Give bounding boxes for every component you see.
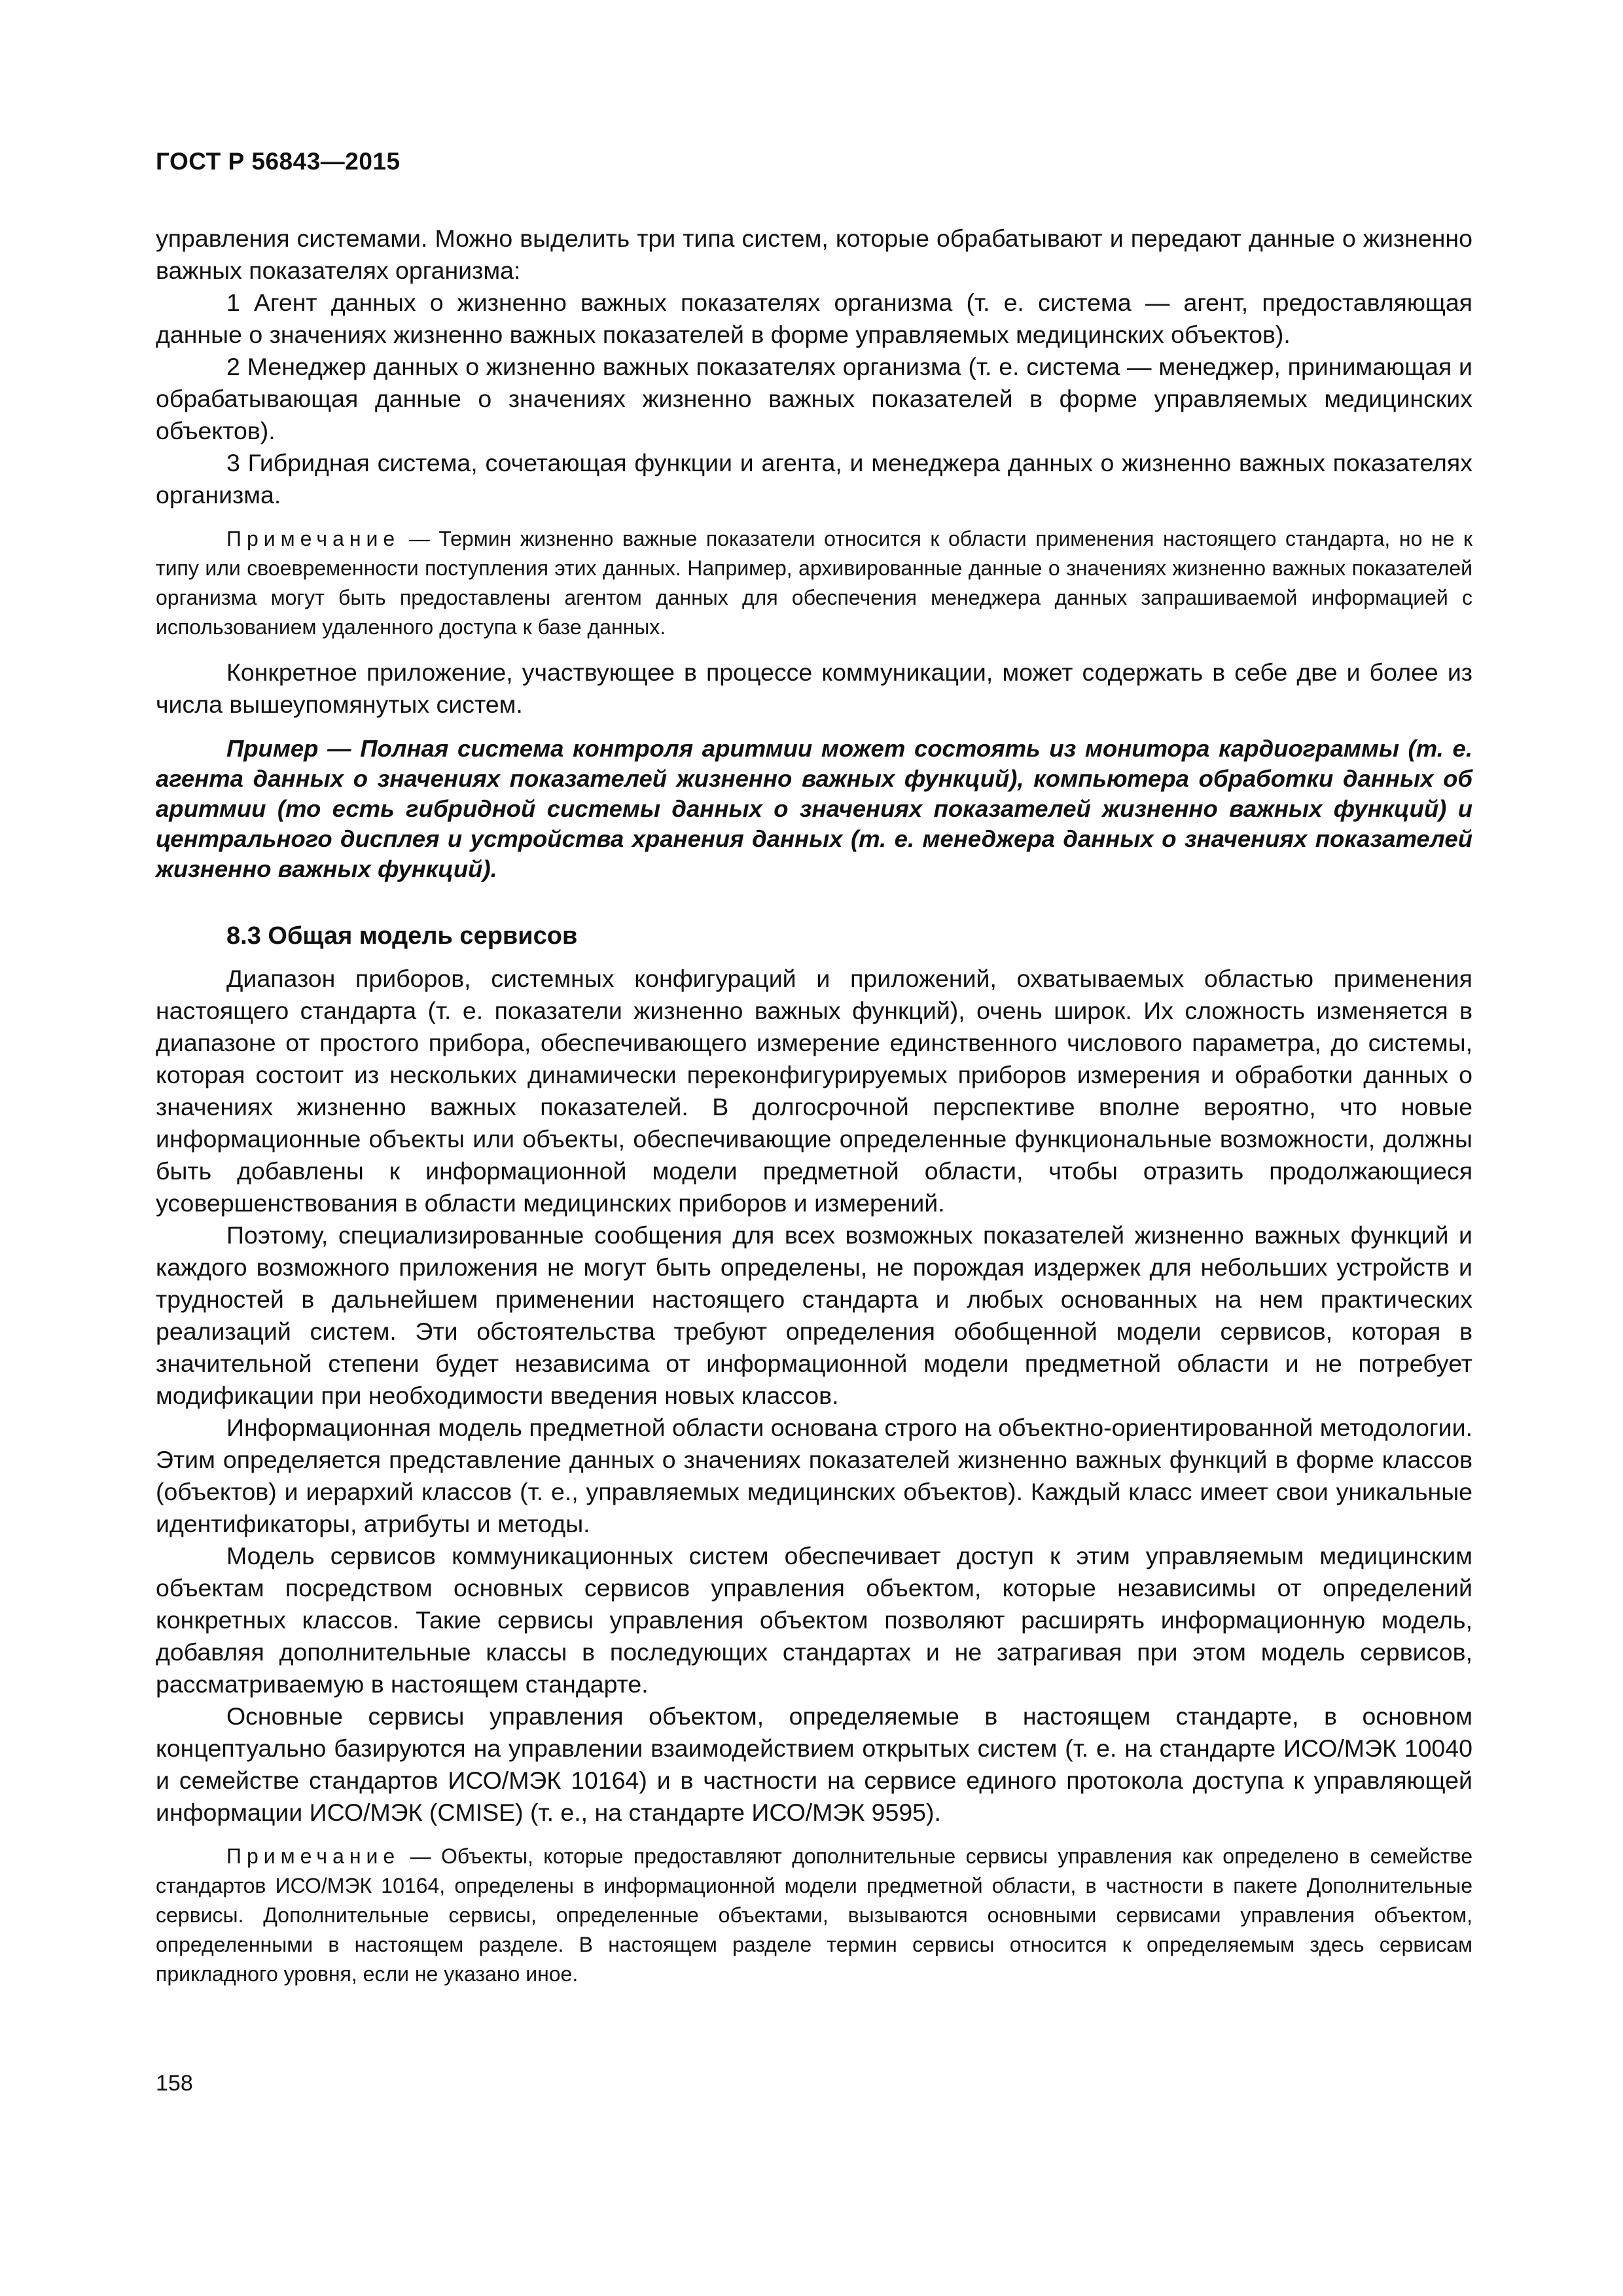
list-item-agent: 1 Агент данных о жизненно важных показателях организма (т. е. система — агент, предоставляющая данные о значениях жизненно важных показателей в форме управляемых медицинских объектов). [156, 289, 1472, 348]
note-1-text: — Термин жизненно важные показатели относится к области применения настоящего стандарта, но не к типу или своевременности поступления этих данных. Например, архивированные данные о значениях жизненно важных показателей организма могут быть предоставлены агентом данных для обеспечения менеджера данных запрашиваемой информацией с использованием удаленного доступа к базе данных. [156, 527, 1472, 639]
list-item-manager: 2 Менеджер данных о жизненно важных показателях организма (т. е. система — менеджер, принимающая и обрабатывающая данные о значениях жизненно важных показателей в форме управляемых медицинских объектов). [156, 353, 1472, 444]
paragraph-range: Диапазон приборов, системных конфигураций и приложений, охватываемых областью применения настоящего стандарта (т. е. показатели жизненно важных функций), очень широк. Их сложность изменяется в диапазоне от простого прибора, обеспечивающего измерение единственного числового параметра, до системы, которая состоит из нескольких динамически переконфигурируемых приборов измерения и обработки данных о значениях жизненно важных показателей. В долгосрочной перспективе вполне вероятно, что новые информационные объекты или объекты, обеспечивающие определенные функциональные возможности, должны быть добавлены к информационной модели предметной области, чтобы отразить продолжающиеся усовершенствования в области медицинских приборов и измерений. [156, 965, 1472, 1217]
page-number: 158 [156, 2071, 193, 2096]
note-1 [156, 524, 1472, 642]
paragraph-therefore: Поэтому, специализированные сообщения для всех возможных показателей жизненно важных функций и каждого возможного приложения не могут быть определены, не порождая издержек для небольших устройств и трудностей в дальнейшем применении настоящего стандарта и любых основанных на нем практических реализаций систем. Эти обстоятельства требуют определения обобщенной модели сервисов, которая в значительной степени будет независима от информационной модели предметной области и не потребует модификации при необходимости введения новых классов. [156, 1221, 1472, 1409]
paragraph-intro: управления системами. Можно выделить три типа систем, которые обрабатывают и передают данные о жизненно важных показателях организма: [156, 224, 1472, 284]
document-header: ГОСТ Р 56843—2015 [156, 148, 401, 175]
list-item-hybrid: 3 Гибридная система, сочетающая функции и агента, и менеджера данных о жизненно важных показателях организма. [156, 449, 1472, 509]
example-block: Пример — Полная система контроля аритмии может состоять из монитора кардиограммы (т. е. агента данных о значениях показателей жизненно важных функций), компьютера обработки данных об аритмии (то есть гибридной системы данных о значениях показателей жизненно важных функций) и центрального дисплея и устройства хранения данных (т. е. менеджера данных о значениях показателей жизненно важных функций). [156, 735, 1472, 882]
note-2-text: — Объекты, которые предоставляют дополнительные сервисы управления как определено в семействе стандартов ИСО/МЭК 10164, определены в информационной модели предметной области, в частности в пакете Дополнительные сервисы. Дополнительные сервисы, определенные объектами, вызываются основными сервисами управления объектом, определенными в настоящем разделе. В настоящем разделе термин сервисы относится к определяемым здесь сервисам прикладного уровня, если не указано иное. [156, 1844, 1472, 1986]
note-1-label: Примечание [226, 527, 401, 550]
note-2-label: Примечание [226, 1844, 401, 1868]
document-body [156, 223, 1472, 2003]
paragraph-basic-services: Основные сервисы управления объектом, определяемые в настоящем стандарте, в основном концептуально базируются на управлении взаимодействием открытых систем (т. е. на стандарте ИСО/МЭК 10040 и семействе стандартов ИСО/МЭК 10164) и в частности на сервисе единого протокола доступа к управляющей информации ИСО/МЭК (CMISE) (т. е., на стандарте ИСО/МЭК 9595). [156, 1702, 1472, 1826]
paragraph-service-model: Модель сервисов коммуникационных систем обеспечивает доступ к этим управляемым медицинским объектам посредством основных сервисов управления объектом, которые независимы от определений конкретных классов. Такие сервисы управления объектом позволяют расширять информационную модель, добавляя дополнительные классы в последующих стандартах и не затрагивая при этом модель сервисов, рассматриваемую в настоящем стандарте. [156, 1542, 1472, 1698]
section-title: 8.3 Общая модель сервисов [226, 922, 578, 950]
paragraph-application: Конкретное приложение, участвующее в процессе коммуникации, может содержать в себе две и более из числа вышеупомянутых систем. [156, 658, 1472, 718]
paragraph-information-model: Информационная модель предметной области основана строго на объектно-ориентированной методологии. Этим определяется представление данных о значениях показателей жизненно важных функций в форме классов (объектов) и иерархий классов (т. е., управляемых медицинских объектов). Каждый класс имеет свои уникальные идентификаторы, атрибуты и методы. [156, 1414, 1472, 1537]
note-2 [156, 1842, 1472, 1989]
